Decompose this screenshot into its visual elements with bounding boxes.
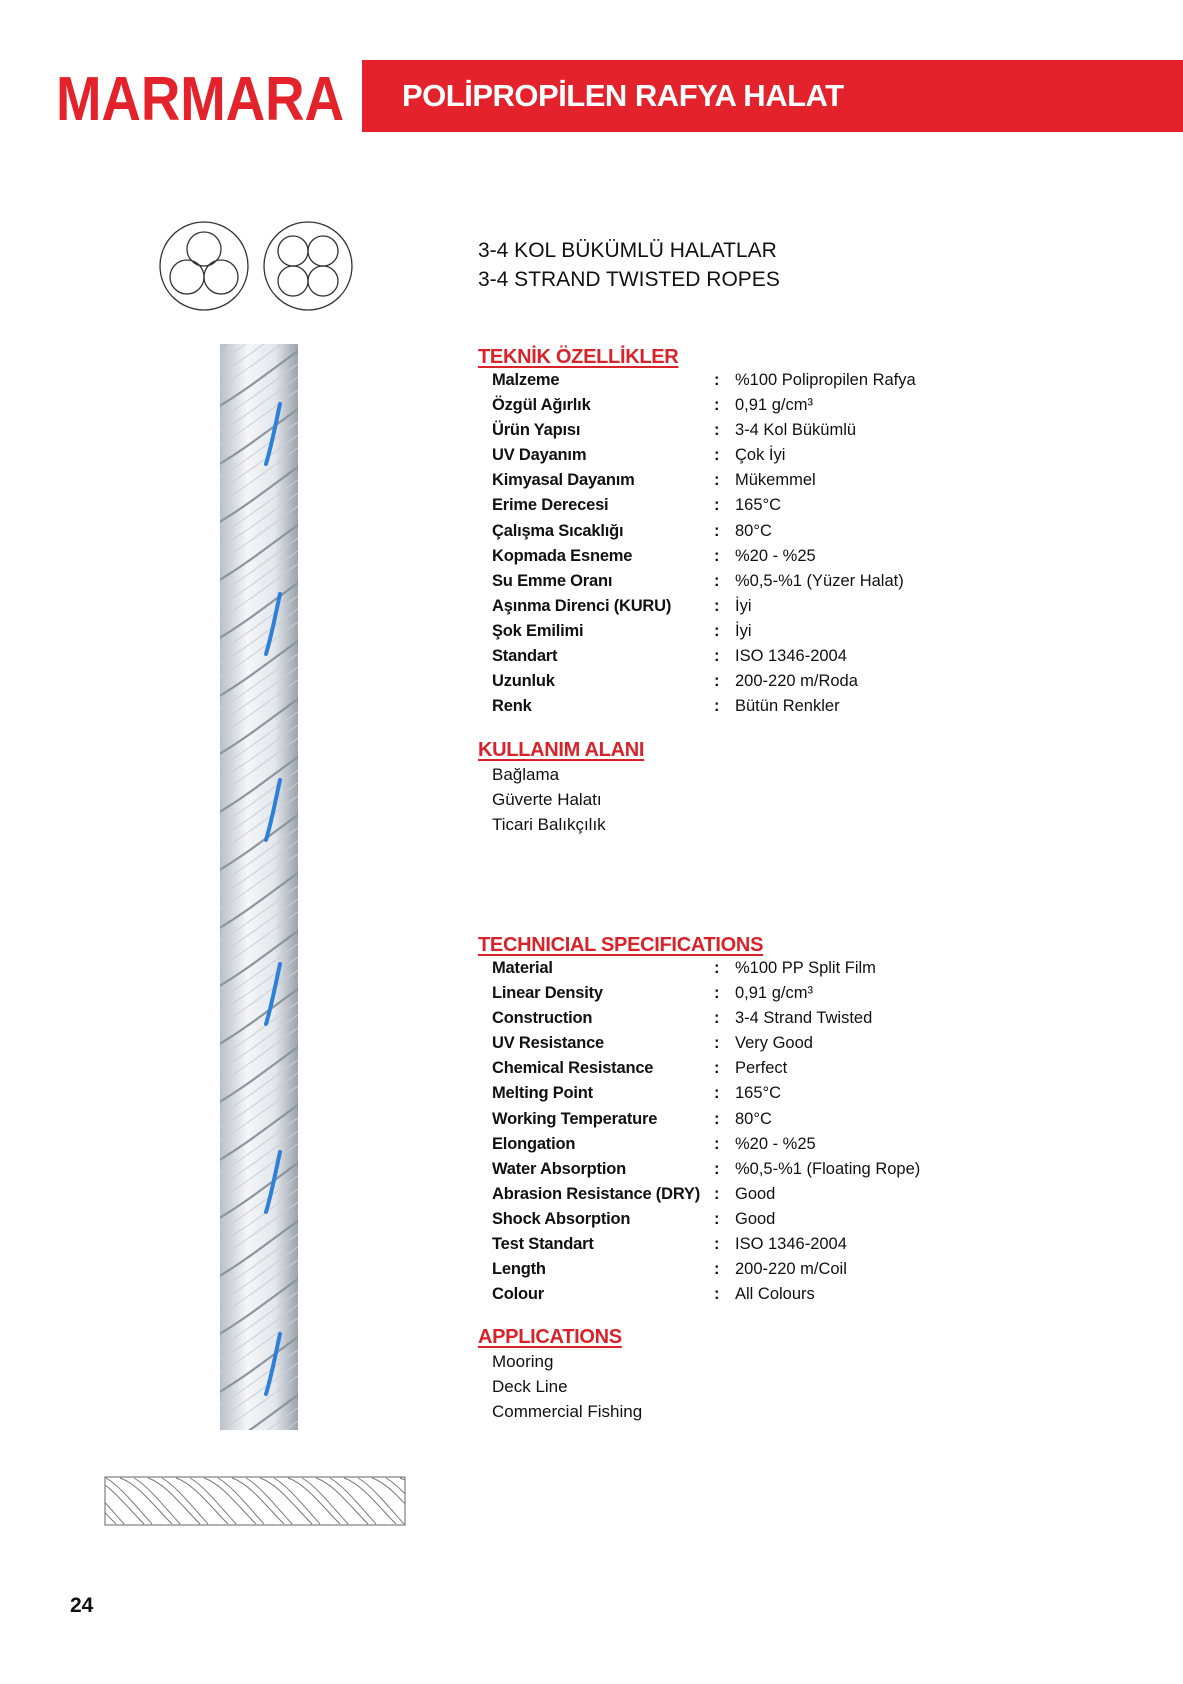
spec-label: Working Temperature (492, 1109, 658, 1128)
spec-value: Perfect (735, 1059, 788, 1078)
spec-label: Chemical Resistance (492, 1059, 654, 1078)
header-banner (362, 60, 1183, 132)
spec-value: 80°C (735, 521, 772, 540)
spec-label: Çalışma Sıcaklığı (492, 521, 624, 540)
spec-value: %20 - %25 (735, 1134, 816, 1153)
spec-colon: : (714, 471, 720, 490)
tr-specs-table (478, 369, 916, 720)
spec-colon: : (714, 697, 720, 716)
spec-row (478, 570, 904, 595)
spec-value: %100 Polipropilen Rafya (735, 371, 916, 389)
list-item: Bağlama (492, 765, 560, 784)
spec-row (478, 419, 857, 444)
spec-colon: : (714, 396, 720, 415)
en-usage-heading: APPLICATIONS (478, 1326, 622, 1348)
spec-colon: : (714, 496, 720, 515)
spec-label: Aşınma Direnci (KURU) (492, 596, 672, 615)
spec-value: 3-4 Strand Twisted (735, 1009, 873, 1028)
spec-row (478, 1108, 772, 1133)
spec-row (478, 1233, 847, 1258)
spec-colon: : (714, 959, 720, 977)
spec-row (478, 957, 876, 982)
spec-value: Mükemmel (735, 471, 816, 490)
spec-colon: : (714, 621, 720, 640)
spec-row (478, 444, 786, 469)
list-item: Ticari Balıkçılık (492, 815, 606, 834)
spec-row (478, 595, 752, 620)
spec-value: 0,91 g/cm³ (735, 396, 813, 415)
spec-row (478, 695, 840, 720)
spec-label: Renk (492, 697, 532, 716)
spec-colon: : (714, 1084, 720, 1103)
tr-usage-heading: KULLANIM ALANI (478, 739, 645, 761)
spec-row (478, 645, 847, 670)
spec-row (478, 1057, 788, 1082)
spec-value: 0,91 g/cm³ (735, 984, 813, 1003)
spec-value: %20 - %25 (735, 546, 816, 565)
spec-value: 165°C (735, 496, 782, 515)
tr-specs-heading: TEKNİK ÖZELLİKLER (478, 346, 679, 368)
spec-value: Good (735, 1209, 776, 1228)
spec-row (478, 1258, 847, 1283)
spec-colon: : (714, 1260, 720, 1279)
page-number: 24 (70, 1594, 94, 1617)
spec-value: Very Good (735, 1034, 813, 1053)
four-strand-diagram (262, 220, 354, 312)
spec-label: Uzunluk (492, 672, 555, 691)
spec-row (478, 670, 858, 695)
spec-label: Length (492, 1260, 546, 1279)
spec-label: Material (492, 959, 553, 977)
spec-row (478, 1032, 813, 1057)
page-title: POLİPROPİLEN RAFYA HALAT (402, 78, 844, 113)
spec-value: %0,5-%1 (Yüzer Halat) (735, 571, 904, 590)
spec-label: Kopmada Esneme (492, 546, 633, 565)
spec-colon: : (714, 647, 720, 666)
spec-colon: : (714, 446, 720, 465)
tr-specs-section (478, 346, 916, 720)
spec-label: Su Emme Oranı (492, 571, 613, 590)
spec-label: Linear Density (492, 984, 603, 1003)
three-strand-diagram (158, 220, 250, 312)
spec-value: ISO 1346-2004 (735, 647, 847, 666)
spec-row (478, 1183, 776, 1208)
spec-value: 3-4 Kol Bükümlü (735, 421, 857, 440)
en-specs-section (478, 934, 921, 1308)
en-specs-table (478, 957, 921, 1308)
product-title-tr: 3-4 KOL BÜKÜMLÜ HALATLAR (478, 239, 777, 262)
spec-row (478, 469, 816, 494)
spec-value: Bütün Renkler (735, 697, 840, 716)
spec-row (478, 1007, 873, 1032)
spec-value: İyi (735, 621, 752, 640)
spec-label: Ürün Yapısı (492, 421, 581, 440)
spec-colon: : (714, 571, 720, 590)
spec-colon: : (714, 1034, 720, 1053)
spec-label: Abrasion Resistance (DRY) (492, 1184, 701, 1203)
en-usage-list (478, 1349, 642, 1424)
spec-row (478, 494, 782, 519)
spec-value: %0,5-%1 (Floating Rope) (735, 1159, 921, 1178)
rope-photo (214, 344, 304, 1430)
tr-usage-section (478, 739, 644, 837)
spec-colon: : (714, 1059, 720, 1078)
spec-row (478, 620, 752, 645)
spec-value: Good (735, 1184, 776, 1203)
spec-value: 200-220 m/Coil (735, 1260, 847, 1279)
spec-colon: : (714, 672, 720, 691)
spec-colon: : (714, 1235, 720, 1254)
list-item: Mooring (492, 1352, 554, 1371)
spec-label: Elongation (492, 1134, 576, 1153)
spec-value: 165°C (735, 1084, 782, 1103)
spec-label: Shock Absorption (492, 1209, 631, 1228)
spec-label: Özgül Ağırlık (492, 396, 591, 415)
logo-text: MARMARA (56, 65, 344, 134)
spec-row (478, 394, 813, 419)
spec-label: Şok Emilimi (492, 621, 584, 640)
spec-row (478, 369, 916, 394)
spec-row (478, 1283, 815, 1308)
spec-value: İyi (735, 596, 752, 615)
spec-colon: : (714, 1009, 720, 1028)
spec-label: Malzeme (492, 371, 560, 389)
spec-row (478, 520, 772, 545)
list-item: Commercial Fishing (492, 1402, 643, 1421)
spec-colon: : (714, 984, 720, 1003)
spec-colon: : (714, 521, 720, 540)
spec-label: Standart (492, 647, 558, 666)
spec-colon: : (714, 546, 720, 565)
spec-value: 80°C (735, 1109, 772, 1128)
spec-value: ISO 1346-2004 (735, 1235, 847, 1254)
product-title-block (478, 236, 780, 294)
spec-label: Water Absorption (492, 1159, 626, 1178)
spec-row (478, 1082, 782, 1107)
brand-logo (56, 62, 346, 132)
spec-colon: : (714, 1209, 720, 1228)
spec-row (478, 1158, 921, 1183)
marmara-logo-mark (56, 62, 346, 132)
rope-side-diagram (104, 1476, 406, 1526)
spec-colon: : (714, 1184, 720, 1203)
spec-row (478, 545, 816, 570)
spec-colon: : (714, 1109, 720, 1128)
spec-colon: : (714, 421, 720, 440)
spec-label: Erime Derecesi (492, 496, 609, 515)
spec-colon: : (714, 1285, 720, 1304)
spec-value: %100 PP Split Film (735, 959, 876, 977)
spec-label: Test Standart (492, 1235, 594, 1254)
spec-label: UV Resistance (492, 1034, 605, 1053)
spec-row (478, 1208, 776, 1233)
list-item: Güverte Halatı (492, 790, 602, 809)
spec-colon: : (714, 1134, 720, 1153)
spec-value: Çok İyi (735, 446, 786, 465)
product-title-en: 3-4 STRAND TWISTED ROPES (478, 268, 780, 291)
spec-label: UV Dayanım (492, 446, 587, 465)
spec-value: All Colours (735, 1285, 815, 1304)
spec-colon: : (714, 1159, 720, 1178)
spec-colon: : (714, 596, 720, 615)
spec-colon: : (714, 371, 720, 389)
spec-row (478, 982, 813, 1007)
spec-value: 200-220 m/Roda (735, 672, 858, 691)
en-usage-section (478, 1326, 642, 1424)
list-item: Deck Line (492, 1377, 568, 1396)
spec-label: Construction (492, 1009, 593, 1028)
spec-label: Kimyasal Dayanım (492, 471, 635, 490)
spec-label: Colour (492, 1285, 544, 1304)
spec-label: Melting Point (492, 1084, 593, 1103)
tr-usage-list (478, 762, 644, 837)
spec-row (478, 1133, 816, 1158)
en-specs-heading: TECHNICIAL SPECIFICATIONS (478, 934, 764, 956)
